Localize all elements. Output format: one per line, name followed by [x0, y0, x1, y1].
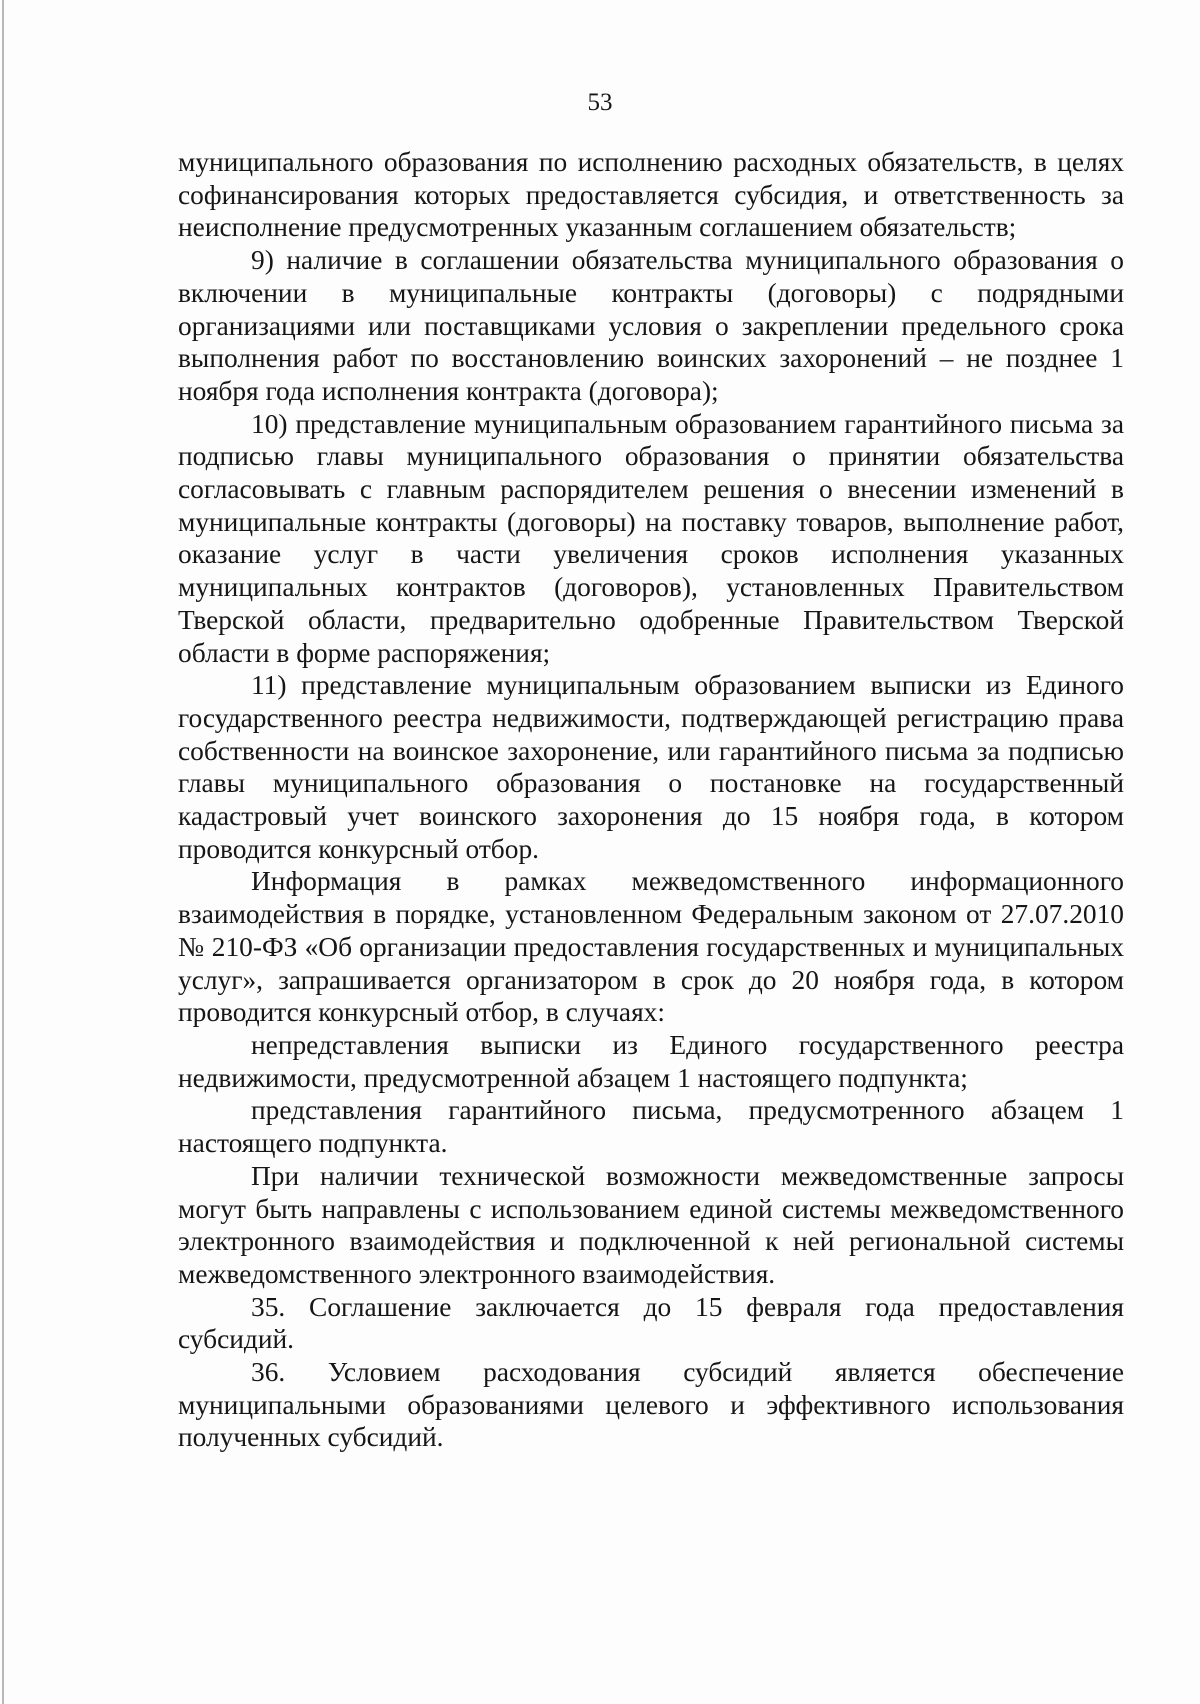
paragraph-continuation: муниципального образования по исполнению расходных обязательств, в целях софинансирования которых предоставляется субсидия, и ответственность за неисполнение предусмотренных указанным соглашением обязательств;	[178, 147, 1124, 243]
page-number: 53	[587, 89, 613, 116]
paragraph-item-10: 10) представление муниципальным образованием гарантийного письма за подписью главы муниципального образования о принятии обязательства согласовывать с главным распорядителем решения о внесении изменений в муниципальные контракты (договоры) на поставку товаров, выполнение работ, оказание услуг в части увеличения сроков исполнения указанных муниципальных контрактов (договоров), установленных Правительством Тверской области, предварительно одобренные Правительством Тверской области в форме распоряжения;	[178, 408, 1124, 668]
paragraph-item-9: 9) наличие в соглашении обязательства муниципального образования о включении в муниципальные контракты (договоры) с подрядными организациями или поставщиками условия о закреплении предельного срока выполнения работ по восстановлению воинских захоронений – не позднее 1 ноября года исполнения контракта (договора);	[178, 245, 1124, 406]
paragraph-case-2: представления гарантийного письма, предусмотренного абзацем 1 настоящего подпункта.	[178, 1095, 1124, 1159]
paragraph-case-1: непредставления выписки из Единого государственного реестра недвижимости, предусмотренной абзацем 1 настоящего подпункта;	[178, 1029, 1124, 1093]
document-body	[178, 146, 1124, 1454]
paragraph-item-11: 11) представление муниципальным образованием выписки из Единого государственного реестра недвижимости, подтверждающей регистрацию права собственности на воинское захоронение, или гарантийного письма за подписью главы муниципального образования о постановке на государственный кадастровый учет воинского захоронения до 15 ноября года, в котором проводится конкурсный отбор.	[178, 670, 1124, 864]
paragraph-clause-35: 35. Соглашение заключается до 15 февраля года предоставления субсидий.	[178, 1291, 1124, 1355]
scan-edge-line	[2, 0, 4, 1704]
paragraph-clause-36: 36. Условием расходования субсидий является обеспечение муниципальными образованиями целевого и эффективного использования полученных субсидий.	[178, 1357, 1124, 1453]
paragraph-information: Информация в рамках межведомственного информационного взаимодействия в порядке, установленном Федеральным законом от 27.07.2010 № 210-ФЗ «Об организации предоставления государственных и муниципальных услуг», запрашивается организатором в срок до 20 ноября года, в котором проводится конкурсный отбор, в случаях:	[178, 866, 1124, 1028]
paragraph-interagency-requests: При наличии технической возможности межведомственные запросы могут быть направлены с использованием единой системы межведомственного электронного взаимодействия и подключенной к ней региональной системы межведомственного электронного взаимодействия.	[178, 1160, 1124, 1289]
